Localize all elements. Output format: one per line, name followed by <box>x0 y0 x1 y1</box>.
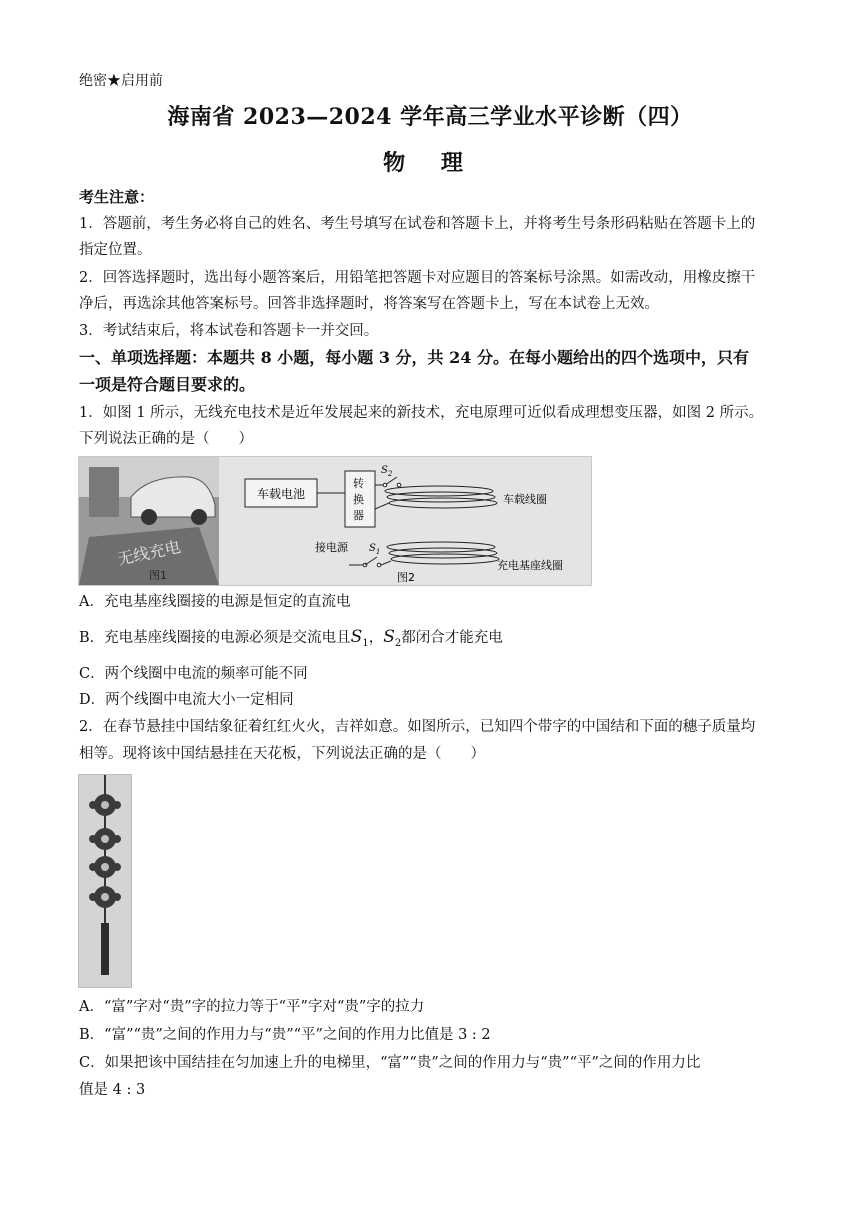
s1-label: $S_1$ <box>369 543 381 556</box>
q1-option-b: B．充电基座线圈接的电源必须是交流电且$S_1$，$S_2$都闭合才能充电 <box>79 627 503 649</box>
q2-option-c-line1: C．如果把该中国结挂在匀加速上升的电梯里，“富”“贵”之间的作用力与“贵”“平”之间的作用力比 <box>79 1055 701 1071</box>
chinese-knot-svg <box>79 775 131 987</box>
photo-car-wheel-front <box>141 509 157 525</box>
fig1-label: 图1 <box>149 569 167 582</box>
q1-stem-line1: 1．如图 1 所示，无线充电技术是近年发展起来的新技术，充电原理可近似看成理想变压器，如图 2 所示。 <box>79 405 764 421</box>
fig2-label: 图2 <box>397 571 415 584</box>
q1-figure <box>78 456 592 586</box>
q2-option-c-line2: 值是 4 : 3 <box>79 1082 146 1098</box>
confidential-label: 绝密★启用前 <box>79 73 163 89</box>
knot-tassel <box>101 923 109 975</box>
q2-stem-line1: 2．在春节悬挂中国结象征着红红火火，吉祥如意。如图所示，已知四个带字的中国结和下面的穗子质量均 <box>79 719 756 735</box>
base-coil-label: 充电基座线圈 <box>497 559 563 572</box>
s1-contact-right <box>377 563 381 567</box>
wireless-charging-diagram <box>79 457 591 585</box>
notice-item1-line1: 1．答题前，考生务必将自己的姓名、考生号填写在试卷和答题卡上，并将考生号条形码粘贴在答题卡上的 <box>79 216 756 232</box>
q1-option-a: A．充电基座线圈接的电源是恒定的直流电 <box>79 594 351 610</box>
battery-label: 车载电池 <box>257 487 306 501</box>
notice-item2-line2: 净后，再选涂其他答案标号。回答非选择题时，将答案写在答题卡上，写在本试卷上无效。 <box>79 296 659 312</box>
notice-item1-line2: 指定位置。 <box>79 242 152 258</box>
s2-contact-left <box>383 483 387 487</box>
car-coil-label: 车载线圈 <box>503 493 547 506</box>
notice-item3: 3．考试结束后，将本试卷和答题卡一并交回。 <box>79 323 379 339</box>
notice-heading: 考生注意： <box>79 188 155 206</box>
notice-item2-line1: 2．回答选择题时，选出每小题答案后，用铅笔把答题卡对应题目的答案标号涂黑。如需改动，用橡皮擦干 <box>79 270 756 286</box>
q2-stem-line2: 相等。现将该中国结悬挂在天花板，下列说法正确的是（ ） <box>79 746 485 762</box>
chinese-knot-image <box>78 774 132 988</box>
section1-heading-line2: 一项是符合题目要求的。 <box>79 375 256 394</box>
exam-title: 海南省 2023—2024 学年高三学业水平诊断（四） <box>167 104 693 130</box>
photo-car-wheel-rear <box>191 509 207 525</box>
photo-building <box>89 467 119 517</box>
converter-char-3: 器 <box>353 509 364 522</box>
q1-option-c: C．两个线圈中电流的频率可能不同 <box>79 666 308 682</box>
q1-stem-line2: 下列说法正确的是（ ） <box>79 431 253 447</box>
q2-option-b: B．“富”“贵”之间的作用力与“贵”“平”之间的作用力比值是 3 : 2 <box>79 1027 491 1043</box>
section1-heading-line1: 一、单项选择题：本题共 8 小题，每小题 3 分，共 24 分。在每小题给出的四个选项中，只有 <box>79 348 749 367</box>
power-label: 接电源 <box>315 541 348 554</box>
subject-title: 物 理 <box>383 150 477 176</box>
q1-option-d: D．两个线圈中电流大小一定相同 <box>79 692 294 708</box>
s2-contact-right <box>397 483 401 487</box>
converter-char-2: 换 <box>353 493 364 506</box>
photo-ground-text: 无线充电 <box>115 537 183 569</box>
converter-char-1: 转 <box>353 477 364 490</box>
s2-label: $S_2$ <box>381 465 393 478</box>
q2-option-a: A．“富”字对“贵”字的拉力等于“平”字对“贵”字的拉力 <box>79 999 425 1015</box>
